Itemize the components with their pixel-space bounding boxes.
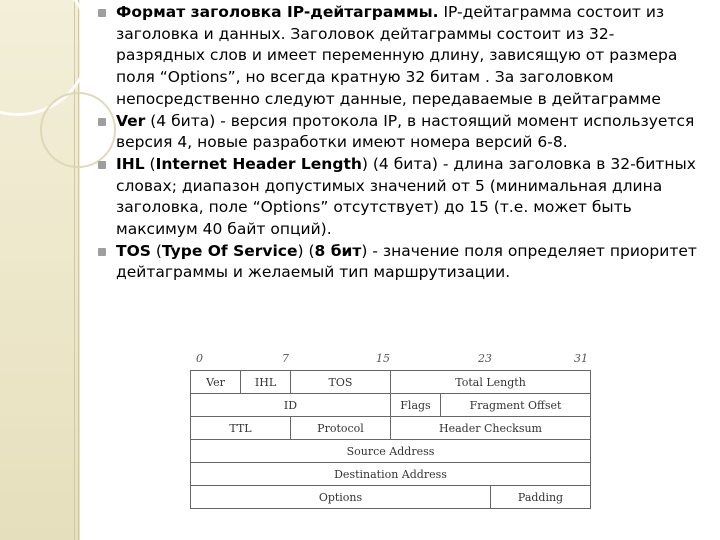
bullet-bold: IHL — [116, 154, 145, 173]
bullet-ip-datagram-format — [96, 2, 700, 111]
field-source-address: Source Address — [191, 440, 591, 463]
field-ihl: IHL — [241, 371, 291, 394]
bullet-bold: 8 бит — [314, 241, 362, 260]
field-flags: Flags — [391, 394, 441, 417]
bullet-text: ) (4 бита) - длина заголовка в 32-битных словах; диапазон допустимых значений от 5 (минимальная длина заголовка, поле “Options” отсутствует) до 15 (т.е. может быть максимум 40 байт опций). — [116, 154, 696, 239]
field-tos: TOS — [291, 371, 391, 394]
field-options: Options — [191, 486, 491, 509]
bullet-list — [96, 2, 700, 284]
field-protocol: Protocol — [291, 417, 391, 440]
table-row — [191, 486, 591, 509]
bullet-square-icon — [98, 161, 106, 169]
bit-label: 15 — [376, 352, 390, 365]
ip-header-diagram — [190, 350, 590, 509]
field-destination-address: Destination Address — [191, 463, 591, 486]
bullet-ihl — [96, 154, 700, 241]
bullet-text: ( — [144, 154, 156, 173]
bullet-bold: Формат заголовка IP-дейтаграммы. — [116, 3, 439, 21]
bullet-bold: Type Of Service — [161, 241, 298, 260]
bullet-bold: Internet Header Length — [155, 154, 362, 173]
field-header-checksum: Header Checksum — [391, 417, 591, 440]
table-row — [191, 371, 591, 394]
ip-header-table — [190, 370, 591, 509]
bullet-ver — [96, 111, 700, 154]
bit-label: 31 — [574, 352, 588, 365]
bullet-square-icon — [98, 9, 106, 17]
bullet-text: ) ( — [297, 241, 315, 260]
bit-label: 7 — [282, 352, 289, 365]
bit-position-ruler — [190, 350, 590, 370]
bullet-text: ( — [150, 241, 162, 260]
table-row — [191, 394, 591, 417]
field-id: ID — [191, 394, 391, 417]
bullet-tos — [96, 241, 700, 284]
bullet-text: ) - значение поля определяет приоритет дейтаграммы и желаемый тип маршрутизации. — [116, 241, 697, 282]
bullet-bold: Ver — [116, 111, 146, 130]
bit-label: 0 — [196, 352, 203, 365]
field-padding: Padding — [491, 486, 591, 509]
table-row — [191, 463, 591, 486]
field-ttl: TTL — [191, 417, 291, 440]
bullet-square-icon — [98, 248, 106, 256]
table-row — [191, 440, 591, 463]
bullet-text: (4 бита) - версия протокола IP, в настоящий момент используется версия 4, новые разработки имеют номера версий 6-8. — [116, 111, 695, 152]
decorative-left-band — [0, 0, 80, 540]
field-fragment-offset: Fragment Offset — [441, 394, 591, 417]
bullet-bold: TOS — [116, 241, 151, 260]
bullet-square-icon — [98, 118, 106, 126]
field-total-length: Total Length — [391, 371, 591, 394]
slide-content — [96, 2, 700, 284]
bit-label: 23 — [478, 352, 492, 365]
bullet-text: IP-дейтаграмма состоит из заголовка и данных. Заголовок дейтаграммы состоит из 32-разрядных слов и имеет переменную длину, зависящую от размера поля “Options”, но всегда кратную 32 битам . За заголовком непосредственно следуют данные, передаваемые в дейтаграмме — [116, 3, 678, 108]
field-ver: Ver — [191, 371, 241, 394]
table-row — [191, 417, 591, 440]
